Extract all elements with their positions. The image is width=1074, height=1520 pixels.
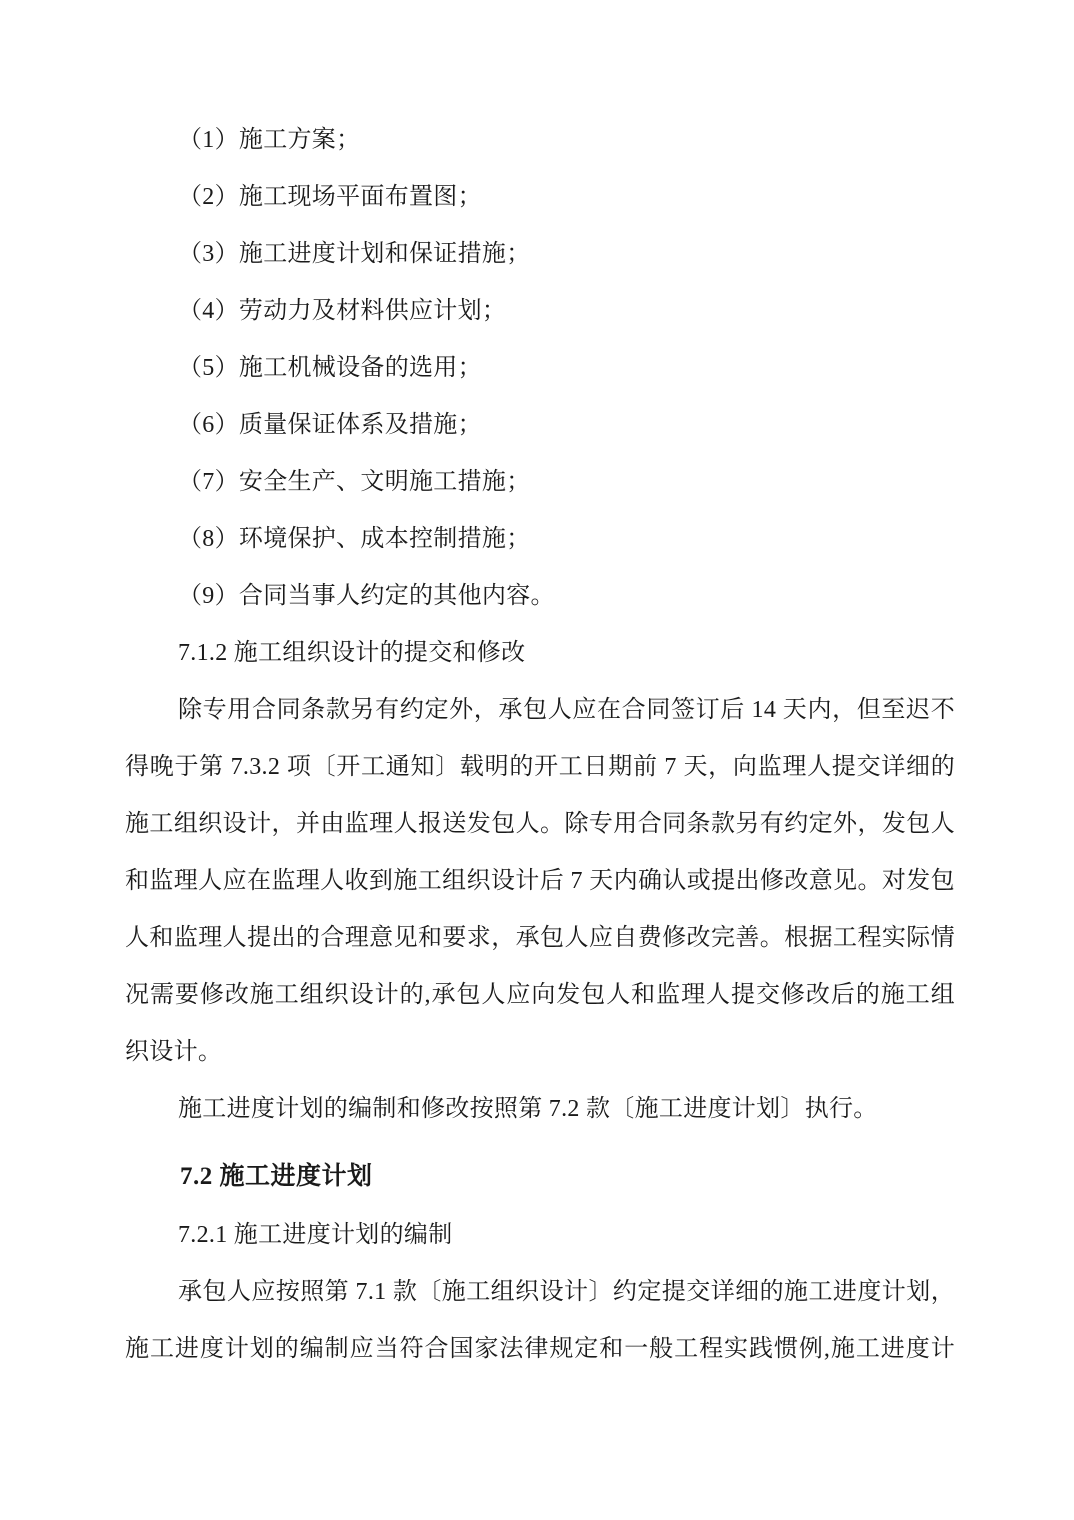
text-line: 承包人应按照第 7.1 款〔施工组织设计〕约定提交详细的施工进度计划，	[178, 1279, 955, 1305]
document-content	[125, 112, 955, 1378]
heading-7-2: 7.2 施工进度计划	[180, 1163, 373, 1190]
list-item-1: （1）施工方案；	[178, 127, 361, 153]
list-item-2: （2）施工现场平面布置图；	[178, 184, 482, 210]
text-line: 况需要修改施工组织设计的,承包人应向发包人和监理人提交修改后的施工组	[125, 982, 955, 1008]
list-item-4: （4）劳动力及材料供应计划；	[178, 298, 507, 324]
list-item-6: （6）质量保证体系及措施；	[178, 412, 482, 438]
list-item-7: （7）安全生产、文明施工措施；	[178, 469, 531, 495]
text-line: 除专用合同条款另有约定外，承包人应在合同签订后 14 天内，但至迟不	[178, 697, 955, 723]
text-line: 得晚于第 7.3.2 项〔开工通知〕载明的开工日期前 7 天，向监理人提交详细的	[125, 754, 955, 780]
heading-7-1-2: 7.1.2 施工组织设计的提交和修改	[178, 640, 526, 666]
text-line: 人和监理人提出的合理意见和要求，承包人应自费修改完善。根据工程实际情	[125, 925, 955, 951]
heading-7-2-1: 7.2.1 施工进度计划的编制	[178, 1222, 453, 1248]
paragraph-schedule-reference: 施工进度计划的编制和修改按照第 7.2 款〔施工进度计划〕执行。	[178, 1096, 878, 1122]
list-item-5: （5）施工机械设备的选用；	[178, 355, 482, 381]
list-item-8: （8）环境保护、成本控制措施；	[178, 526, 531, 552]
text-line: 和监理人应在监理人收到施工组织设计后 7 天内确认或提出修改意见。对发包	[125, 868, 955, 894]
text-line: 织设计。	[125, 1039, 223, 1065]
text-line: 施工组织设计，并由监理人报送发包人。除专用合同条款另有约定外，发包人	[125, 811, 955, 837]
paragraph-schedule-preparation	[125, 1264, 955, 1378]
paragraph-submission-and-revision	[125, 682, 955, 1081]
list-item-9: （9）合同当事人约定的其他内容。	[178, 583, 555, 609]
text-line: 施工进度计划的编制应当符合国家法律规定和一般工程实践惯例,施工进度计	[125, 1336, 955, 1362]
list-item-3: （3）施工进度计划和保证措施；	[178, 241, 531, 267]
